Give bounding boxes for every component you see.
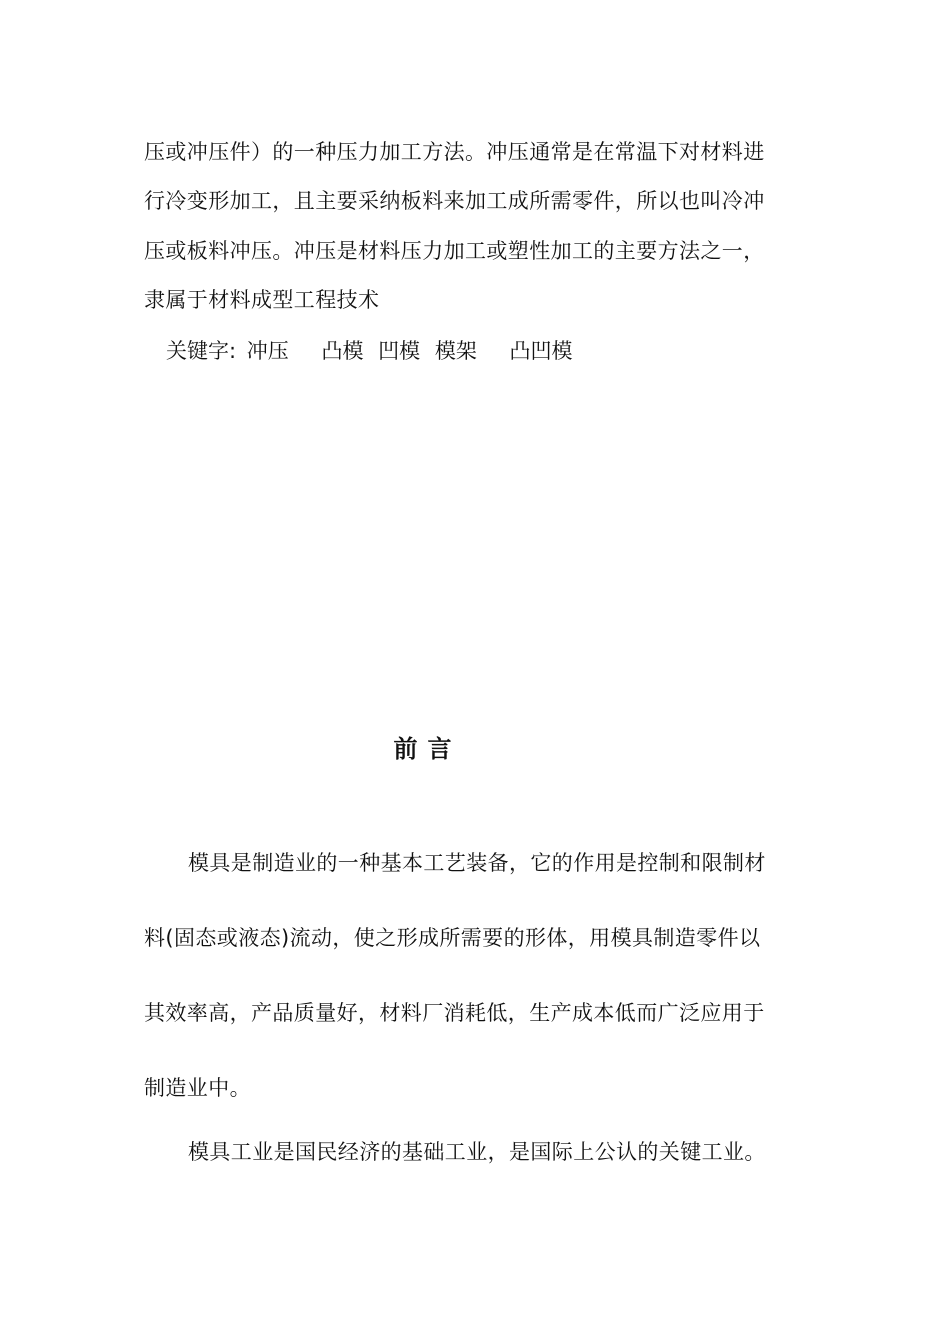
preface-line: 其效率高，产品质量好，材料厂消耗低，生产成本低而广泛应用于 <box>144 1001 765 1025</box>
abstract-line: 行冷变形加工，且主要采纳板料来加工成所需零件，所以也叫冷冲 <box>144 189 765 213</box>
keywords-label: 关键字: <box>166 339 237 363</box>
abstract-line: 隶属于材料成型工程技术 <box>144 288 380 312</box>
preface-line: 模具是制造业的一种基本工艺装备，它的作用是控制和限制材 <box>188 851 766 875</box>
abstract-line: 压或板料冲压。冲压是材料压力加工或塑性加工的主要方法之一， <box>144 239 765 263</box>
preface-title: 前言 <box>393 735 462 763</box>
keywords-row <box>166 336 581 366</box>
keyword-item: 凹模 <box>378 339 421 363</box>
preface-line: 制造业中。 <box>144 1076 251 1100</box>
keyword-item: 冲压 <box>246 339 289 363</box>
keyword-item: 模架 <box>434 339 477 363</box>
keyword-item: 凸模 <box>321 339 364 363</box>
preface-line: 模具工业是国民经济的基础工业，是国际上公认的关键工业。 <box>188 1140 766 1164</box>
keyword-item: 凸凹模 <box>509 339 573 363</box>
abstract-line: 压或冲压件）的一种压力加工方法。冲压通常是在常温下对材料进 <box>144 140 765 164</box>
preface-line: 料(固态或液态)流动，使之形成所需要的形体，用模具制造零件以 <box>144 926 761 950</box>
